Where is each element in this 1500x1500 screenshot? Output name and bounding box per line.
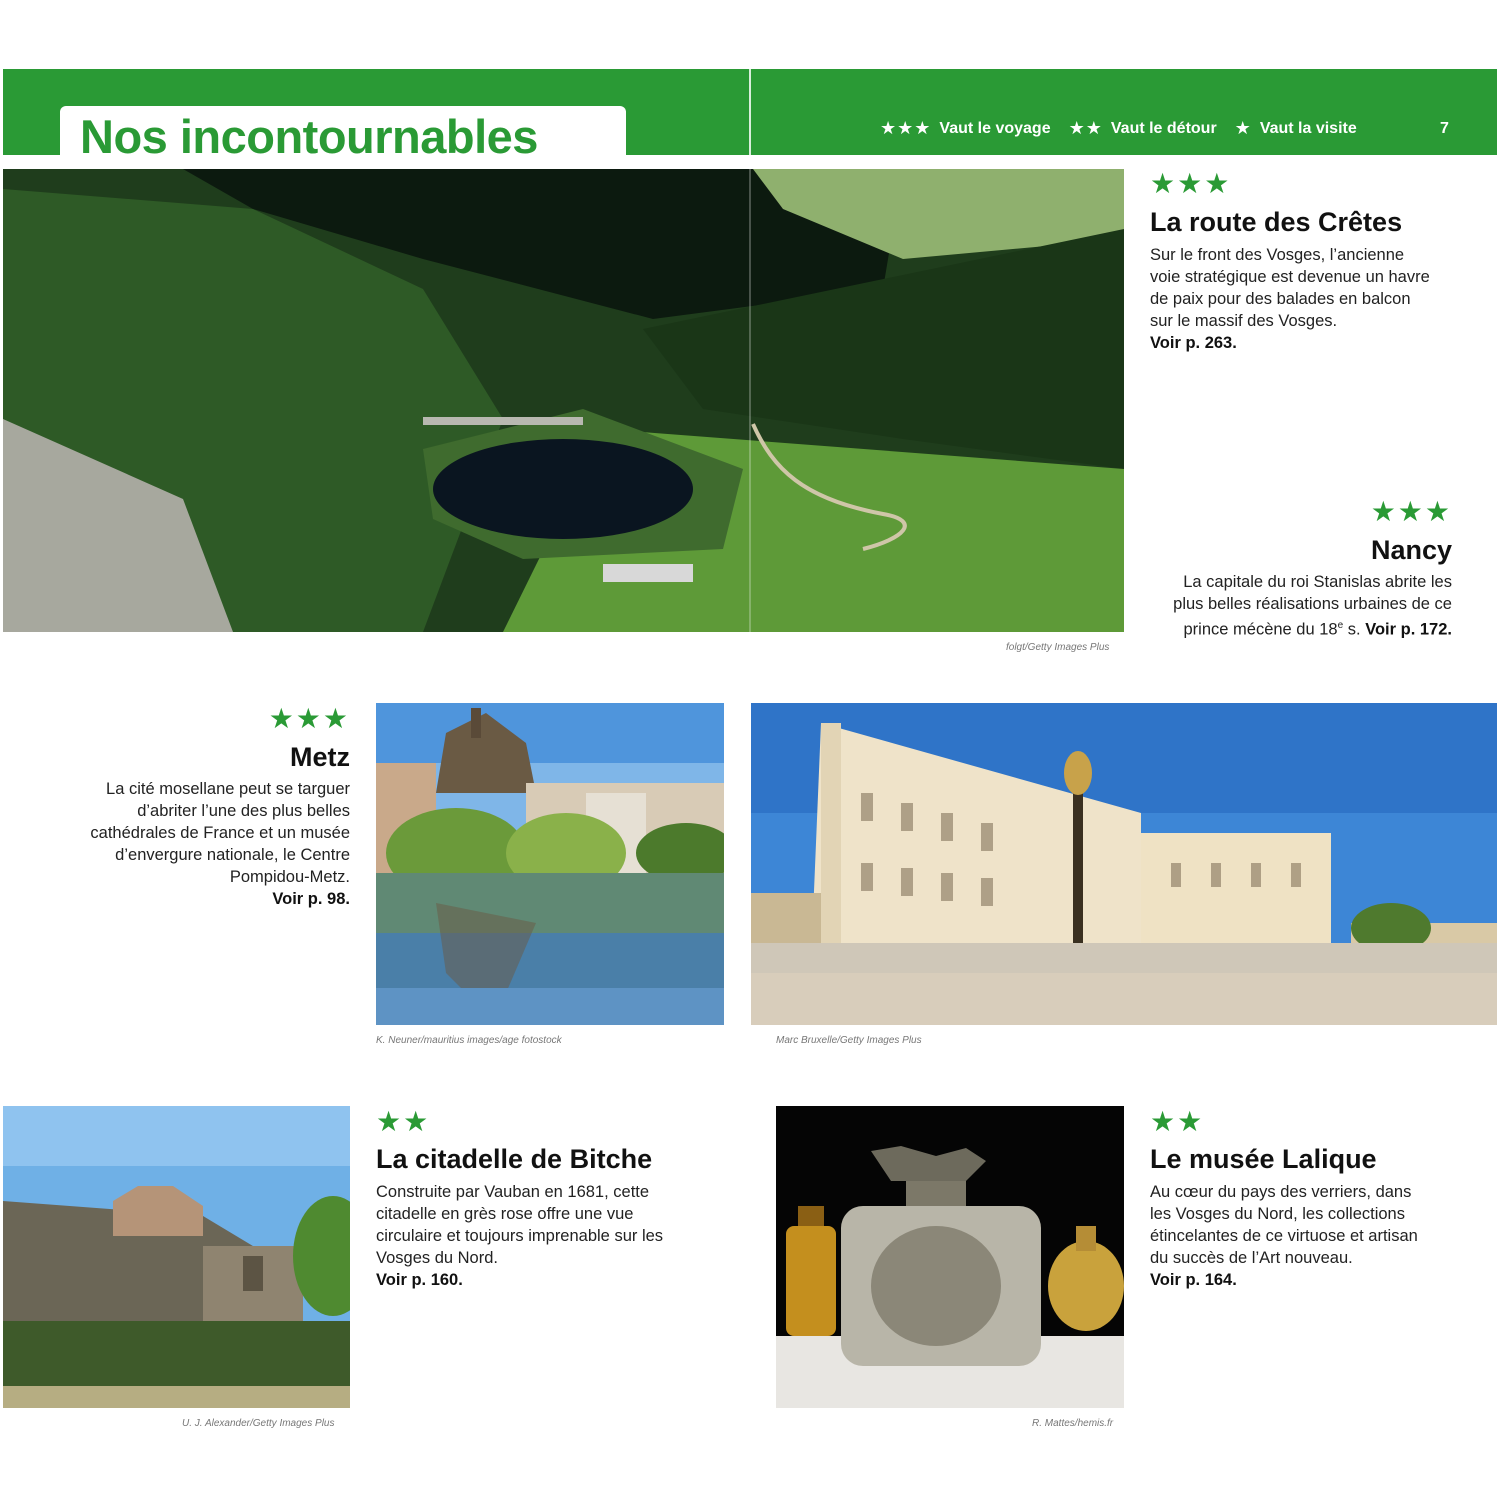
desc-line: Construite par Vauban en 1681, cette [376,1183,650,1201]
title-bitche: La citadelle de Bitche [376,1144,653,1174]
desc-line: d’envergure nationale, le Centre [115,846,350,864]
desc-metz [20,778,350,910]
title-metz: Metz [290,742,350,772]
photo-metz [376,703,724,1025]
desc-bitche [376,1181,716,1291]
desc-line: voie stratégique est devenue un havre [1150,268,1430,286]
link-bitche-page[interactable]: Voir p. 160. [376,1271,463,1289]
credit-bitche: U. J. Alexander/Getty Images Plus [182,1418,335,1429]
desc-line: sur le massif des Vosges. [1150,312,1338,330]
link-metz-page[interactable]: Voir p. 98. [272,890,350,908]
desc-line: Pompidou-Metz. [229,868,350,886]
ordinal-sup: e [1337,620,1344,631]
desc-line: les Vosges du Nord, les collections [1150,1205,1405,1223]
desc-line: citadelle en grès rose offre une vue [376,1205,634,1223]
desc-line: La cité mosellane peut se targuer [106,780,350,798]
credit-lalique: R. Mattes/hemis.fr [1032,1418,1114,1429]
desc-lalique [1150,1181,1470,1291]
stars-metz: ★★★ [268,703,350,734]
desc-line: Sur le front des Vosges, l’ancienne [1150,246,1405,264]
page-title: Nos incontournables [80,110,538,163]
desc-line: plus belles réalisations urbaines de ce [1173,595,1452,613]
link-cretes-page[interactable]: Voir p. 263. [1150,334,1237,352]
desc-line: circulaire et toujours imprenable sur les [376,1227,664,1245]
legend-label-2: Vaut le détour [1110,119,1217,137]
title-lalique: Le musée Lalique [1150,1144,1377,1174]
legend-stars-1: ★ [1234,118,1252,138]
star-legend [880,118,1375,139]
photo-nancy [751,703,1497,1025]
legend-stars-2: ★★ [1068,118,1103,138]
title-cretes: La route des Crêtes [1150,207,1403,237]
desc-line: cathédrales de France et un musée [90,824,350,842]
desc-cretes [1150,244,1470,354]
link-nancy-page[interactable]: Voir p. 172. [1365,620,1452,639]
legend-stars-3: ★★★ [880,118,932,138]
stars-bitche: ★★ [376,1106,431,1137]
legend-label-1: Vaut la visite [1259,119,1357,137]
page-number: 7 [1440,120,1449,137]
desc-line [1132,615,1452,641]
desc-nancy [1132,571,1452,641]
credit-nancy: Marc Bruxelle/Getty Images Plus [776,1035,922,1046]
title-nancy: Nancy [1370,535,1452,565]
photo-bitche [3,1106,350,1408]
desc-line: du succès de l’Art nouveau. [1150,1249,1353,1267]
stars-cretes: ★★★ [1150,168,1232,199]
page-gutter [749,69,751,155]
link-lalique-page[interactable]: Voir p. 164. [1150,1271,1237,1289]
photo-lalique [776,1106,1124,1408]
desc-line-text: s. [1343,620,1366,639]
desc-line: Au cœur du pays des verriers, dans [1150,1183,1412,1201]
desc-line: Vosges du Nord. [376,1249,498,1267]
stars-lalique: ★★ [1150,1106,1205,1137]
credit-metz: K. Neuner/mauritius images/age fotostock [376,1035,562,1046]
desc-line: étincelantes de ce virtuose et artisan [1150,1227,1418,1245]
photo-route-des-cretes [3,169,1124,632]
legend-label-3: Vaut le voyage [939,119,1051,137]
credit-main-photo: folgt/Getty Images Plus [1006,642,1110,653]
desc-line-text: prince mécène du 18 [1183,620,1338,639]
desc-line: d’abriter l’une des plus belles [137,802,350,820]
desc-line: de paix pour des balades en balcon [1150,290,1411,308]
desc-line: La capitale du roi Stanislas abrite les [1183,573,1452,591]
stars-nancy: ★★★ [1370,496,1452,527]
